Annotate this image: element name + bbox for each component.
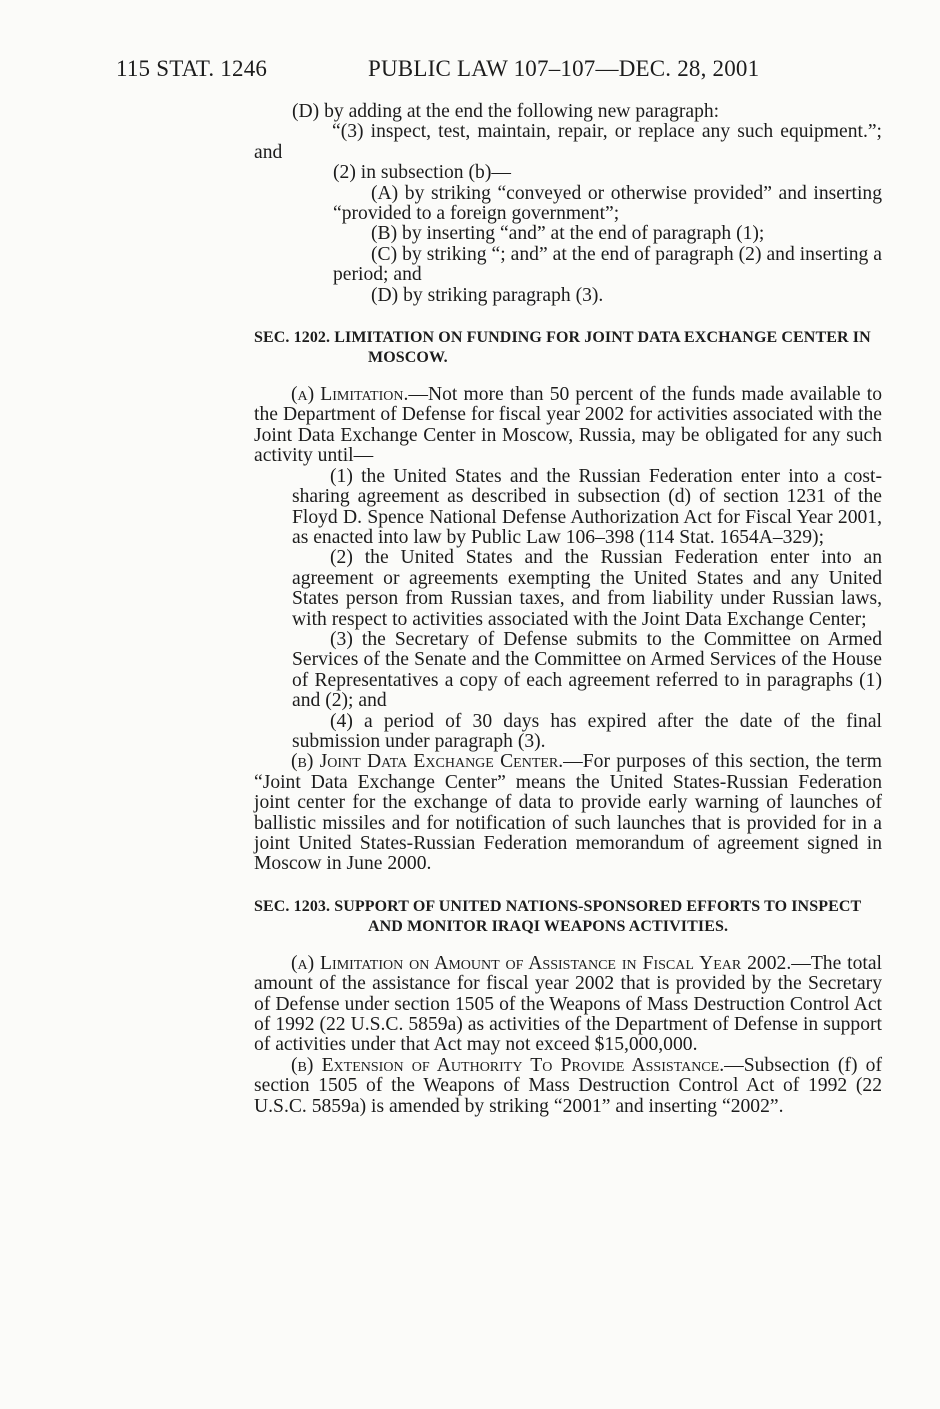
paragraph: (2) in subsection (b)— (333, 162, 511, 184)
section-heading-1202: SEC. 1202. LIMITATION ON FUNDING FOR JOINT DATA EXCHANGE CENTER IN MOSCOW. (254, 329, 871, 367)
paragraph: (3) the Secretary of Defense submits to the Committee on Armed Services of the Senate and the Committee on Armed Services of the House of Representatives a copy of each agreement referred to in paragraphs (1) and (2); and (292, 628, 882, 712)
paragraph: (C) by striking “; and” at the end of paragraph (2) and inserting a period; and (333, 243, 882, 286)
subsection-text: —Not more than 50 percent of the funds made available to the Department of Defense for fiscal year 2002 for activities associated with the Joint Data Exchange Center in Moscow, Russia, may be obligated for any such activity until— (254, 384, 882, 467)
subsection-a (254, 385, 882, 467)
subsection-caption: (a) Limitation. (291, 384, 409, 406)
paragraph: “(3) inspect, test, maintain, repair, or replace any such equipment.”; and (254, 121, 882, 163)
paragraph: (A) by striking “conveyed or otherwise provided” and inserting “provided to a foreign government”; (333, 182, 882, 225)
paragraph: (4) a period of 30 days has expired after the date of the final submission under paragraph (3). (292, 710, 882, 752)
public-law-header: PUBLIC LAW 107–107—DEC. 28, 2001 (368, 56, 760, 81)
subsection-b (254, 1056, 882, 1117)
subsection-a (254, 954, 882, 1056)
subsection-text: —For purposes of this section, the term “Joint Data Exchange Center” means the United States-Russian Federation joint center for the exchange of data to provide early warning of launches of ballistic missiles and for notification of such launches that is provided for in a joint United States-Russian Federation memorandum of agreement signed in Moscow in June 2000. (254, 751, 882, 875)
paragraph: (2) the United States and the Russian Federation enter into an agreement or agreements exempting the United States and any United States person from Russian taxes, and from liability under Russian laws, with respect to activities associated with the Joint Data Exchange Center; (292, 547, 882, 630)
subsection-caption: (b) Extension of Authority To Provide Assistance. (291, 1054, 725, 1076)
paragraph: (1) the United States and the Russian Federation enter into a cost-sharing agreement as described in subsection (d) of section 1231 of the Floyd D. Spence National Defense Authorization Act for Fiscal Year 2001, as enacted into law by Public Law 106–398 (114 Stat. 1654A–329); (292, 465, 882, 548)
subsection-text: —Subsection (f) of section 1505 of the Weapons of Mass Destruction Control Act of 1992 (22 U.S.C. 5859a) is amended by striking “2001” and inserting “2002”. (254, 1054, 882, 1117)
subsection-caption: (a) Limitation on Amount of Assistance in Fiscal Year 2002. (291, 952, 792, 974)
document-body (254, 102, 882, 1117)
paragraph: (B) by inserting “and” at the end of paragraph (1); (371, 223, 765, 245)
subsection-caption: (b) Joint Data Exchange Center. (291, 751, 564, 773)
subsection-text: —The total amount of the assistance for fiscal year 2002 that is provided by the Secretary of Defense under section 1505 of the Weapons of Mass Destruction Control Act of 1992 (22 U.S.C. 5859a) as activities of the Department of Defense in support of activities under that Act may not exceed $15,000,000. (254, 952, 883, 1056)
paragraph: (D) by adding at the end the following new paragraph: (292, 101, 720, 122)
statute-page-reference: 115 STAT. 1246 (116, 56, 268, 81)
subsection-b (254, 752, 882, 874)
paragraph: (D) by striking paragraph (3). (371, 284, 604, 306)
section-heading-1203: SEC. 1203. SUPPORT OF UNITED NATIONS-SPONSORED EFFORTS TO INSPECT AND MONITOR IRAQI WEAPONS ACTIVITIES. (254, 897, 861, 935)
